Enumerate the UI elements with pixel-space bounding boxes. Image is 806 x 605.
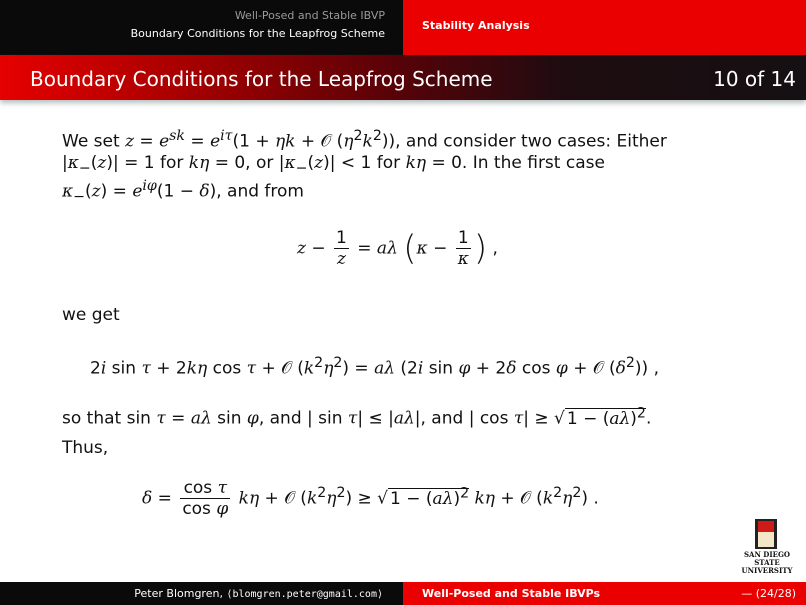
paragraph-1-line-1: We set $z = e^{sk} = e^{i\tau}(1 + \eta k$ + 𝒪 $(\eta^2k^2)$), and consider two cases: Either (62, 128, 667, 152)
footer-page-number: — (24/28) (741, 587, 796, 600)
equation-2: 2i sin τ + 2kη cos τ + 𝒪 $(k^2\eta^2) = a\lambda$ (2i sin φ + 2δ cos φ + 𝒪 $(\delta^2)$) , (90, 355, 659, 379)
sdsu-logo-text (735, 551, 799, 575)
header-subsection-nav (403, 0, 806, 55)
equation-1: z − $\frac{1}{z}$ = aλ (κ − $\frac{1}{\kappa}$ ) , (297, 228, 498, 269)
equation-3: δ = $\frac{\text{cos τ}}{\text{cos φ}}$ kη + 𝒪 $(k^2\eta^2)$ ≥ √ $1 - (a\lambda)^2$ kη + 𝒪 $(k^2\eta^2)$ . (142, 478, 599, 519)
paragraph-1-line-2: $|\kappa_-(z)| = 1$ for kη = 0, or $|\kappa_-(z)| < 1$ for kη = 0. In the first case (62, 153, 605, 177)
sdsu-logo-icon (755, 519, 777, 549)
header-bar (0, 0, 806, 55)
header-subsection[interactable]: Stability Analysis (422, 19, 530, 32)
footer-author-box (0, 582, 403, 605)
footer-title-box (403, 582, 806, 605)
logo-line-2: UNIVERSITY (741, 566, 793, 575)
footer-author (134, 587, 383, 600)
frame-title: Boundary Conditions for the Leapfrog Scheme (30, 67, 493, 91)
frame-title-bar (0, 55, 806, 100)
we-get-text: we get (62, 305, 120, 325)
paragraph-2: so that sin τ = aλ sin φ, and | sin τ| ≤ |aλ|, and | cos τ| ≥ √ $1 - (a\lambda)^2$. (62, 405, 652, 429)
author-email: ⟨blomgren.peter@gmail.com⟩ (226, 589, 383, 600)
author-name: Peter Blomgren, (134, 587, 223, 600)
header-section-parent[interactable]: Well-Posed and Stable IBVP (234, 9, 385, 22)
logo-line-1: SAN DIEGO STATE (743, 550, 791, 567)
frame-counter: 10 of 14 (713, 67, 796, 91)
header-section-current[interactable]: Boundary Conditions for the Leapfrog Scheme (130, 27, 385, 40)
header-section-nav (0, 0, 403, 55)
footer-short-title: Well-Posed and Stable IBVPs (422, 587, 601, 600)
thus-text: Thus, (62, 438, 109, 458)
footer-bar (0, 582, 806, 605)
paragraph-1-line-3: $\kappa_-(z) = e^{i\varphi}(1 - \delta)$, and from (62, 178, 304, 206)
